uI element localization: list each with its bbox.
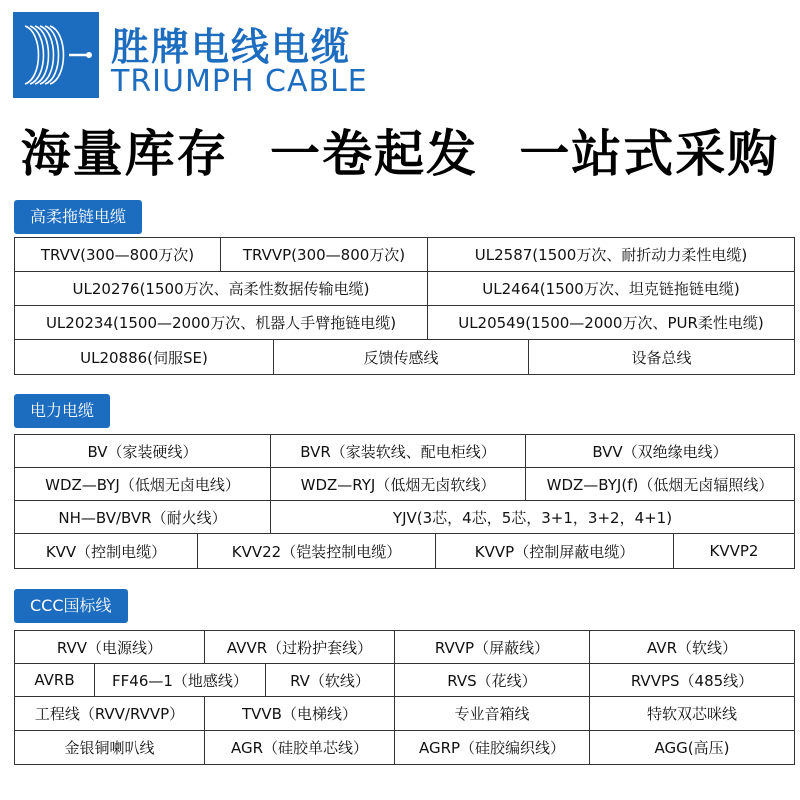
table-row: [15, 501, 794, 534]
product-cell: RVS（花线）: [395, 664, 590, 696]
section-title-flexible-drag-chain: 高柔拖链电缆: [14, 200, 142, 234]
product-cell: KVVP2: [709, 542, 759, 560]
brand-name-en: TRIUMPH CABLE: [111, 64, 368, 99]
product-cell: UL20234(1500—2000万次、机器人手臂拖链电缆): [15, 306, 428, 339]
table-row: [15, 468, 794, 501]
product-cell: 特软双芯咪线: [646, 705, 737, 723]
product-cell: WDZ—BYJ(f)（低烟无卤辐照线）: [546, 475, 774, 494]
product-cell: BVV（双绝缘电线）: [592, 442, 728, 461]
product-cell: UL2464(1500万次、坦克链拖链电缆): [482, 280, 740, 298]
product-cell: TRVV(300—800万次): [15, 238, 221, 271]
product-cell: RVV（电源线）: [15, 631, 205, 663]
table-row: [15, 306, 794, 340]
slogan-purchase: 一站式采购: [519, 125, 780, 183]
slogan-stock: 海量库存: [20, 125, 229, 183]
product-cell: UL2587(1500万次、耐折动力柔性电缆): [474, 246, 748, 264]
section-title-power-cable: 电力电缆: [14, 394, 110, 428]
product-cell: YJV(3芯，4芯，5芯，3+1，3+2，4+1): [392, 508, 673, 527]
product-cell: 专业音箱线: [395, 697, 590, 730]
product-cell: BVR（家装软线、配电柜线）: [271, 435, 526, 467]
product-cell: KVV（控制电缆）: [15, 534, 198, 568]
product-cell: AGR（硅胶单芯线）: [205, 731, 395, 764]
brand-name-cn: 胜牌电线电缆: [111, 25, 352, 69]
product-cell: WDZ—RYJ（低烟无卤软线）: [271, 468, 526, 500]
product-cell: FF46—1（地感线）: [95, 664, 266, 696]
product-cell: 设备总线: [631, 348, 692, 367]
table-row: [15, 340, 794, 374]
product-cell: AVVR（过粉护套线）: [205, 631, 395, 663]
section-title-ccc-standard: CCC国标线: [14, 589, 128, 623]
table-row: [15, 731, 794, 764]
table-ccc-standard: [14, 630, 795, 765]
product-cell: AVRB: [15, 664, 95, 696]
brand-header: [13, 12, 393, 98]
table-row: [15, 272, 794, 306]
product-cell: UL20276(1500万次、高柔性数据传输电缆): [15, 272, 428, 305]
brand-logo: [13, 12, 99, 98]
table-power-cable: [14, 434, 795, 569]
table-row: [15, 534, 794, 568]
table-row: [15, 435, 794, 468]
product-cell: UL20549(1500—2000万次、PUR柔性电缆): [458, 314, 764, 332]
product-cell: RVVP（屏蔽线）: [395, 631, 590, 663]
product-cell: KVVP（控制屏蔽电缆）: [436, 534, 674, 568]
product-cell: UL20886(伺服SE): [15, 340, 274, 374]
product-cell: KVV22（铠装控制电缆）: [198, 534, 436, 568]
product-cell: BV（家装硬线）: [15, 435, 271, 467]
product-cell: 反馈传感线: [274, 340, 529, 374]
table-row: [15, 238, 794, 272]
product-cell: WDZ—BYJ（低烟无卤电线）: [15, 468, 271, 500]
product-cell: RV（软线）: [266, 664, 395, 696]
table-row: [15, 697, 794, 731]
product-cell: 金银铜喇叭线: [15, 731, 205, 764]
product-cell: AGRP（硅胶编织线）: [395, 731, 590, 764]
product-cell: TVVB（电梯线）: [205, 697, 395, 730]
product-cell: RVVPS（485线）: [630, 671, 754, 690]
product-cell: TRVVP(300—800万次): [221, 238, 428, 271]
product-cell: AVR（软线）: [647, 638, 737, 657]
slogan-banner: [0, 115, 800, 185]
table-row: [15, 664, 794, 697]
product-cell: NH—BV/BVR（耐火线）: [15, 501, 271, 533]
table-flexible-drag-chain: [14, 237, 795, 375]
product-cell: AGG(高压): [654, 739, 730, 757]
slogan-order: 一卷起发: [269, 125, 478, 183]
product-cell: 工程线（RVV/RVVP）: [15, 697, 205, 730]
table-row: [15, 631, 794, 664]
